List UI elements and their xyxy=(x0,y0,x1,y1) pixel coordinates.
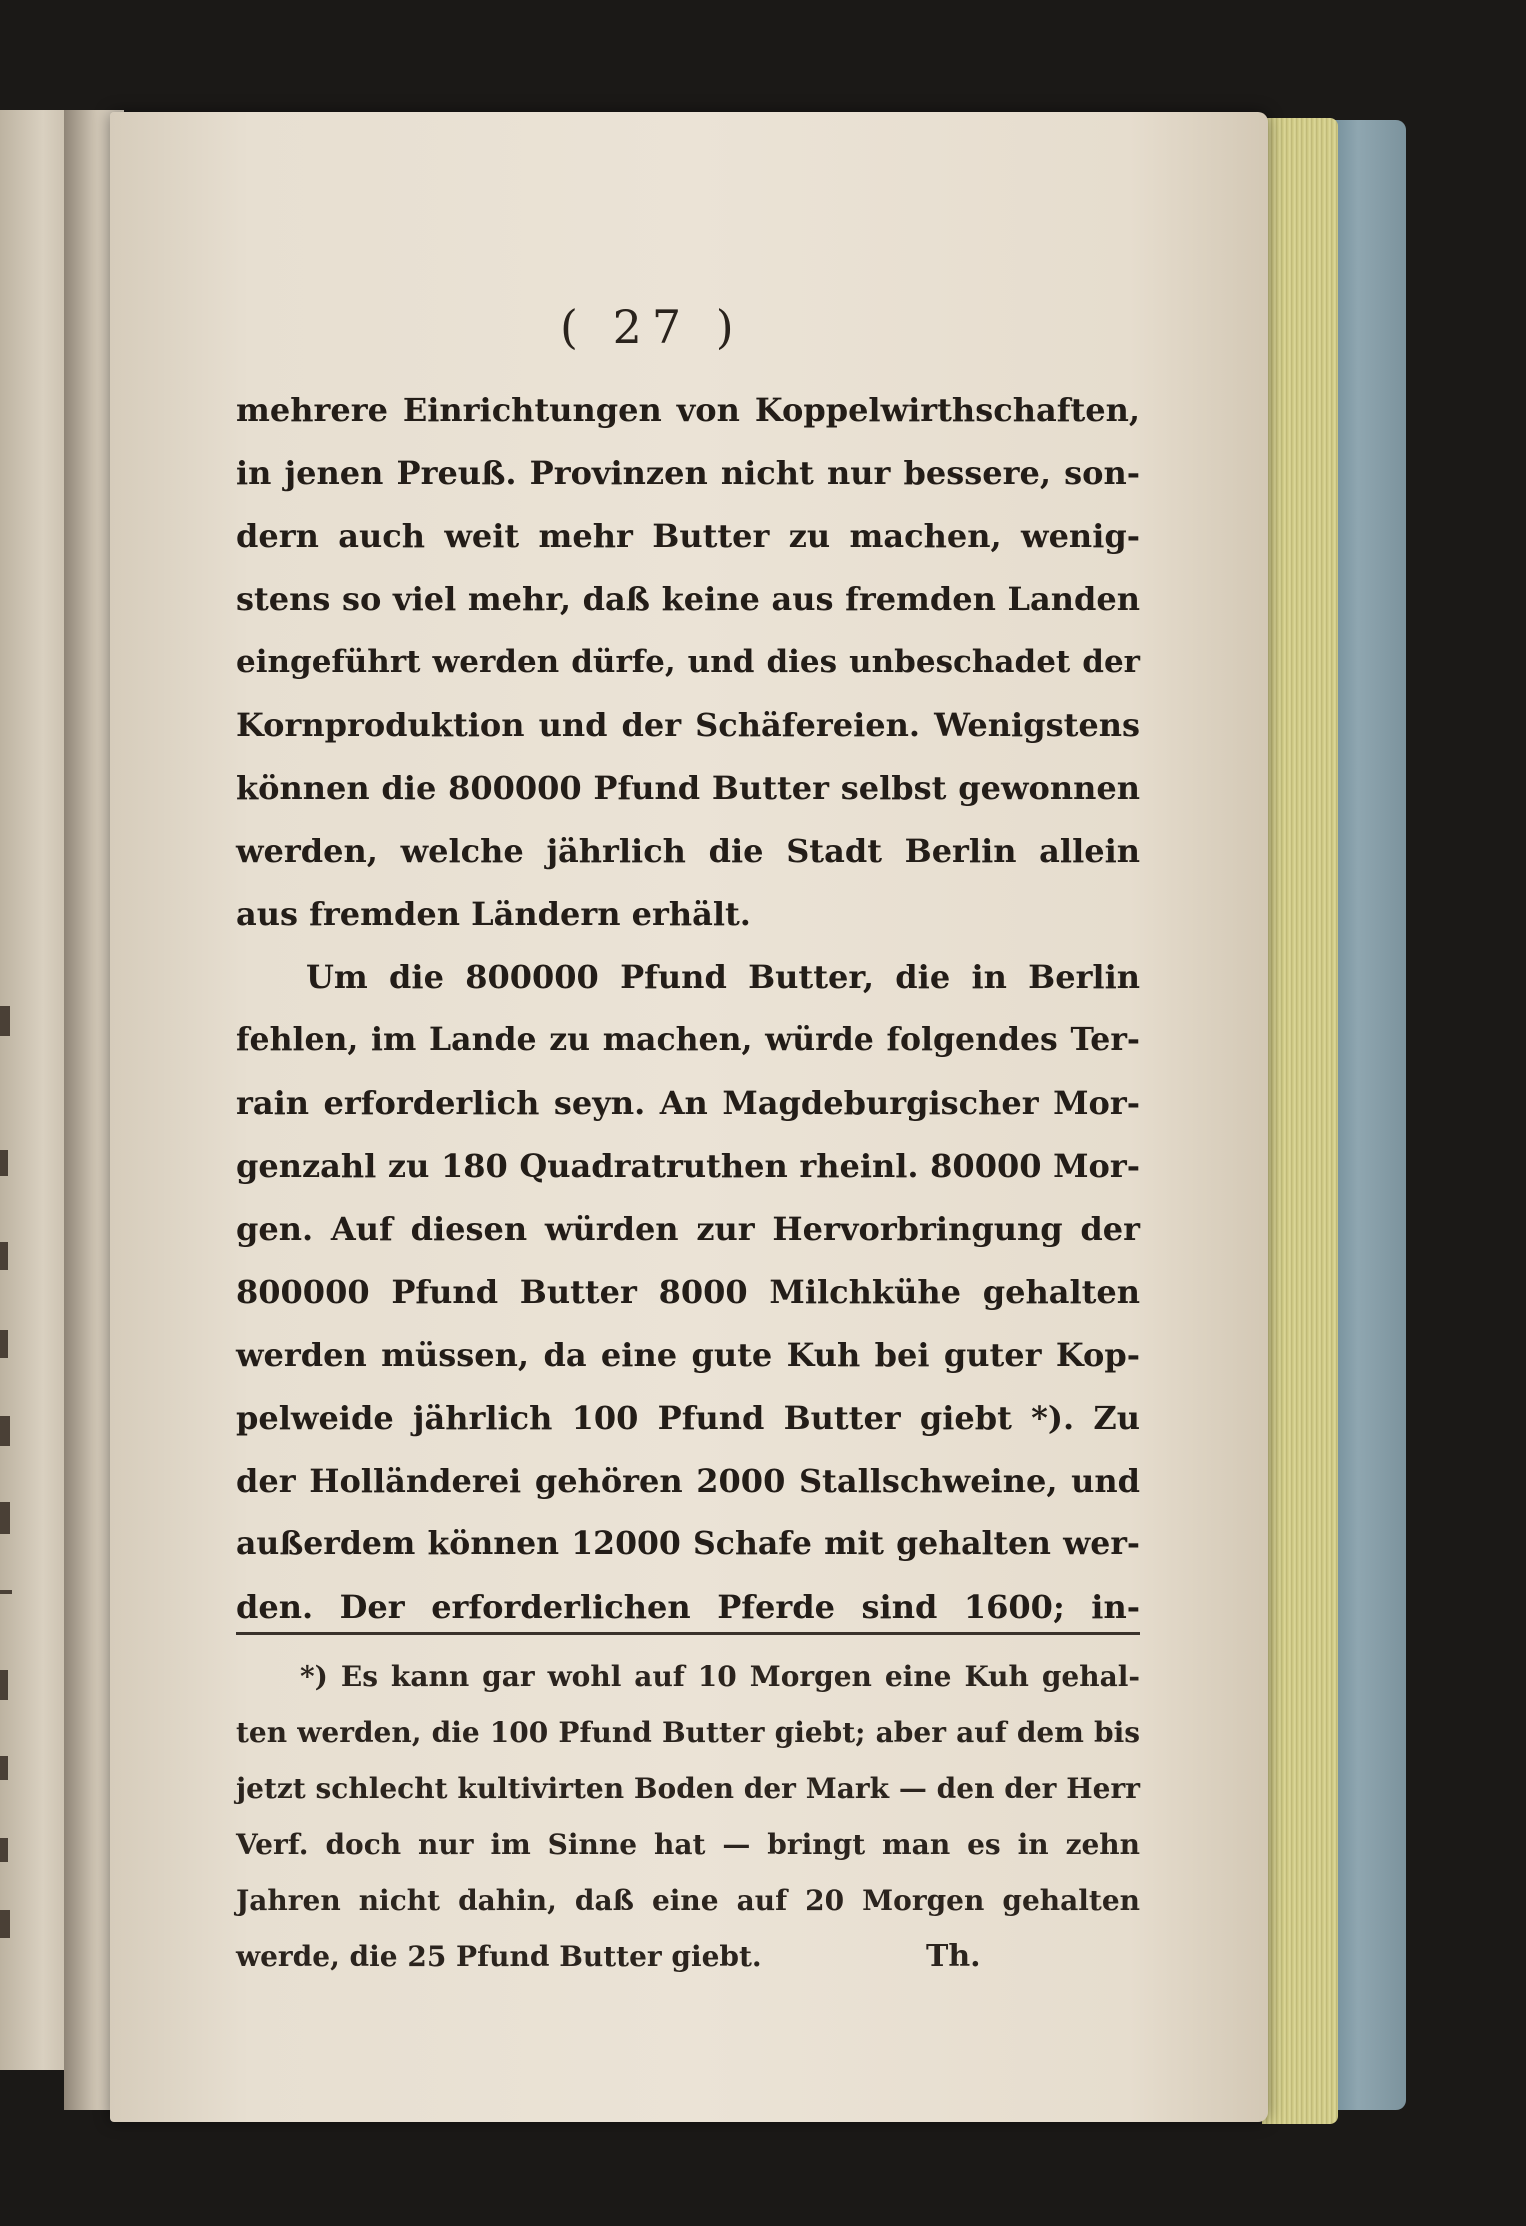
text-line: können die 800000 Pfund Butter selbst gewonnen xyxy=(236,769,1140,807)
text-line: eingeführt werden dürfe, und dies unbeschadet der xyxy=(236,644,1140,680)
page-edges xyxy=(1262,118,1338,2124)
previous-page-show-through xyxy=(0,110,72,2070)
footnote-line: ten werden, die 100 Pfund Butter giebt; aber auf dem bis xyxy=(236,1716,1140,1749)
text-line: der Holländerei gehören 2000 Stallschweine, und xyxy=(236,1462,1140,1500)
footnote-line: Jahren nicht dahin, daß eine auf 20 Morgen gehalten xyxy=(236,1884,1140,1917)
footnote-line: *) Es kann gar wohl auf 10 Morgen eine Kuh gehal- xyxy=(300,1660,1140,1693)
text-line: aus fremden Ländern erhält. xyxy=(236,895,751,933)
text-line: gen. Auf diesen würden zur Hervorbringung der xyxy=(236,1210,1140,1248)
text-line: werden müssen, da eine gute Kuh bei guter Kop- xyxy=(236,1336,1140,1374)
text-line: mehrere Einrichtungen von Koppelwirthschaften, xyxy=(236,391,1140,429)
book-cover-board xyxy=(1326,120,1406,2110)
text-line: rain erforderlich seyn. An Magdeburgischer Mor- xyxy=(236,1084,1140,1122)
text-line: stens so viel mehr, daß keine aus fremden Landen xyxy=(236,580,1140,618)
text-line: 800000 Pfund Butter 8000 Milchkühe gehalten xyxy=(236,1273,1140,1311)
text-line: in jenen Preuß. Provinzen nicht nur bessere, son- xyxy=(236,454,1140,492)
footnote-signature: Th. xyxy=(926,1939,981,1974)
text-line: fehlen, im Lande zu machen, würde folgendes Ter- xyxy=(236,1021,1140,1058)
footnote-line: jetzt schlecht kultivirten Boden der Mark — den der Herr xyxy=(236,1772,1140,1805)
text-line: Kornproduktion und der Schäfereien. Wenigstens xyxy=(236,706,1140,744)
text-line-indented: Um die 800000 Pfund Butter, die in Berlin xyxy=(306,958,1140,996)
text-line: den. Der erforderlichen Pferde sind 1600; in- xyxy=(236,1588,1140,1626)
page-number: ( 27 ) xyxy=(560,300,744,354)
footnote-line: werde, die 25 Pfund Butter giebt. xyxy=(236,1940,762,1973)
text-line: außerdem können 12000 Schafe mit gehalten wer- xyxy=(236,1525,1140,1562)
text-line: werden, welche jährlich die Stadt Berlin allein xyxy=(236,832,1140,870)
text-line: dern auch weit mehr Butter zu machen, wenig- xyxy=(236,517,1140,555)
footnote-rule xyxy=(236,1632,1140,1635)
footnote-line: Verf. doch nur im Sinne hat — bringt man es in zehn xyxy=(236,1828,1140,1861)
text-line: pelweide jährlich 100 Pfund Butter giebt *). Zu xyxy=(236,1399,1140,1437)
text-line: genzahl zu 180 Quadratruthen rheinl. 80000 Mor- xyxy=(236,1147,1140,1185)
